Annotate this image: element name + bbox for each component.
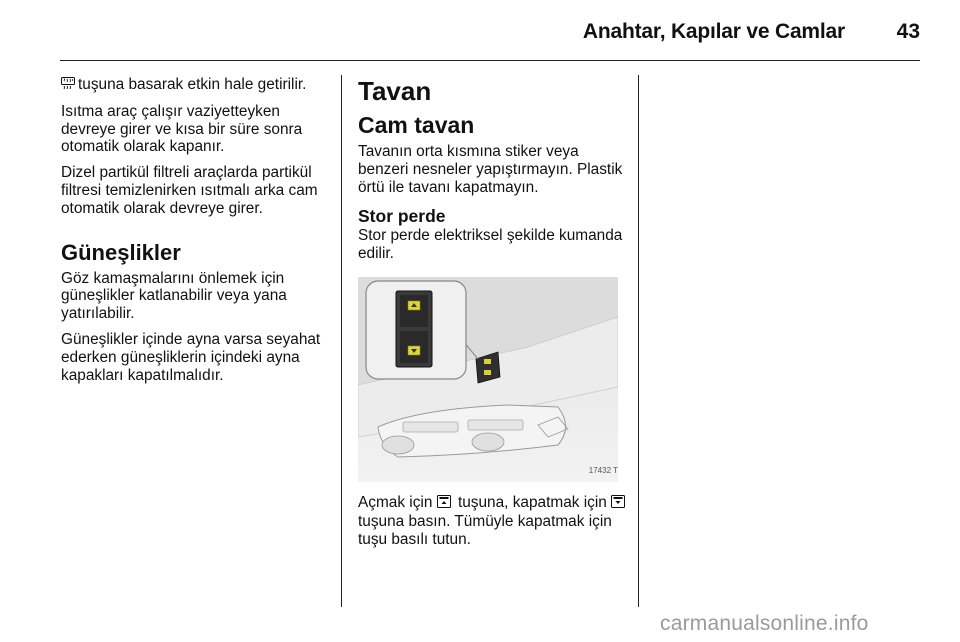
header-divider [60, 60, 920, 61]
column-1 [61, 76, 329, 392]
page-title: Anahtar, Kapılar ve Camlar [582, 20, 845, 43]
heading-sun-visors: Güneşlikler [61, 239, 181, 265]
paragraph-heater-activate [61, 76, 329, 95]
rear-window-heater-icon [61, 77, 75, 95]
paragraph-vanity-mirror: Güneşlikler içinde ayna varsa seyahat ederken güneşliklerin içindeki ayna kapakları kapatılmalıdır. [61, 330, 321, 384]
paragraph-text: tuşuna basarak etkin hale getirilir. [78, 76, 307, 93]
paragraph-sun-visors: Göz kamaşmalarını önlemek için güneşlikler katlanabilir veya yana yatırılabilir. [61, 269, 287, 323]
paragraph-sunshade-operation [358, 494, 630, 548]
figure-code: 17432 T [588, 466, 618, 476]
heading-glass-roof: Cam tavan [358, 112, 475, 138]
roof-console-drawing [358, 277, 618, 482]
shade-close-icon [611, 495, 625, 513]
text-press-hold: tuşuna basın. Tümüyle kapatmak için tuşu basılı tutun. [358, 512, 612, 548]
column-divider-1 [341, 75, 342, 607]
page-number: 43 [896, 20, 920, 43]
sunshade-switch-illustration [358, 277, 618, 482]
paragraph-heater-operation: Isıtma araç çalışır vaziyetteyken devreye girer ve kısa bir süre sonra otomatik olarak kapanır. [61, 102, 303, 156]
paragraph-diesel-filter: Dizel partikül filtreli araçlarda partikül filtresi temizlenirken ısıtmalı arka cam otomatik olarak devreye girer. [61, 164, 318, 217]
column-divider-2 [638, 75, 639, 607]
text-open-for: Açmak için [358, 493, 433, 511]
shade-open-icon [437, 495, 451, 513]
text-close-for: tuşuna, kapatmak için [457, 493, 607, 511]
paragraph-sunshade: Stor perde elektriksel şekilde kumanda edilir. [358, 227, 623, 263]
paragraph-glass-roof: Tavanın orta kısmına stiker veya benzeri nesneler yapıştırmayın. Plastik örtü ile tavanı kapatmayın. [358, 143, 623, 196]
heading-roof: Tavan [358, 76, 432, 106]
column-2 [358, 76, 630, 556]
heading-sunshade: Stor perde [358, 206, 446, 227]
watermark: carmanualsonline.info [660, 612, 869, 635]
